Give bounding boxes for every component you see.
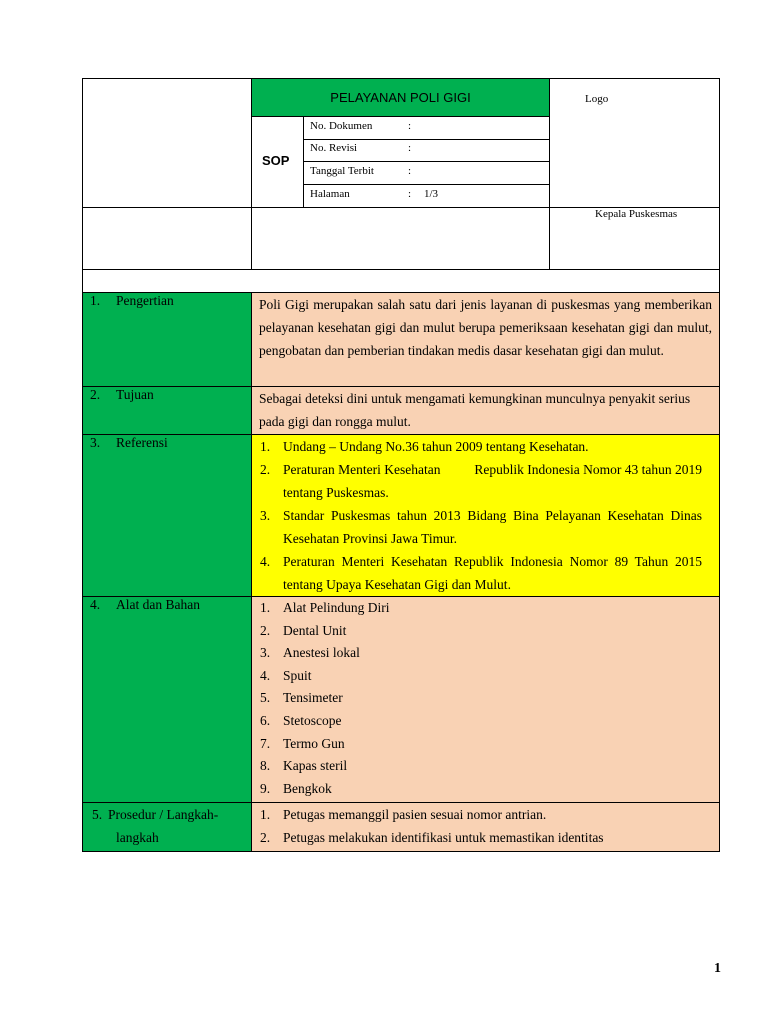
signature-left-blank: [82, 207, 252, 270]
list-item: 2. Petugas melakukan identifikasi untuk memastikan identitas: [260, 830, 604, 845]
list-item-text: Petugas memanggil pasien sesuai nomor antrian.: [283, 807, 547, 822]
doc-field-label: Halaman: [310, 188, 350, 200]
document-title: PELAYANAN POLI GIGI: [330, 90, 471, 105]
doc-field-sep: :: [408, 142, 412, 154]
section-title: Pengertian: [116, 293, 174, 308]
list-item-text: Peraturan Menteri Kesehatan Republik Indonesia Nomor 89 Tahun 2015 tentang Upaya Kesehatan Gigi dan Mulut.: [283, 554, 702, 592]
list-item: 7. Termo Gun: [260, 735, 345, 751]
signature-label: Kepala Puskesmas: [595, 208, 678, 220]
list-item-text: Petugas melakukan identifikasi untuk memastikan identitas: [283, 830, 604, 845]
logo-cell: [549, 78, 720, 208]
section-number: 4.: [90, 597, 101, 612]
document-title-cell: [251, 78, 550, 117]
section-content-tujuan: [251, 386, 720, 435]
doc-field-sep: :: [408, 120, 412, 132]
sop-label: SOP: [262, 153, 290, 168]
section-title: Tujuan: [116, 387, 154, 402]
alat-bahan-list: [252, 597, 719, 800]
list-item: 9. Bengkok: [260, 780, 332, 796]
doc-field-sep: :: [408, 188, 412, 200]
doc-field-tanggal: [303, 161, 550, 185]
logo-label: Logo: [585, 93, 609, 105]
list-item-text: Dental Unit: [283, 622, 347, 638]
referensi-list: [252, 435, 706, 596]
list-item: 2. Peraturan Menteri Kesehatan Republik Indonesia Nomor 43 tahun 2019 tentang Puskesmas.: [260, 462, 706, 500]
section-label-alat-bahan: [82, 596, 252, 803]
section-title-line1: Prosedur / Langkah-: [108, 807, 219, 822]
section-content-pengertian: [251, 292, 720, 387]
list-item: 3. Anestesi lokal: [260, 645, 360, 661]
section-label-prosedur: [82, 802, 252, 852]
list-item: 3. Standar Puskesmas tahun 2013 Bidang Bina Pelayanan Kesehatan Dinas Kesehatan Provinsi Jawa Timur.: [260, 508, 702, 546]
section-content-referensi: [251, 434, 720, 597]
section-label-tujuan: [82, 386, 252, 435]
header-left-blank: [82, 78, 252, 208]
signature-middle-blank: [251, 207, 550, 270]
list-item-text: Spuit: [283, 667, 312, 683]
list-item-text: Alat Pelindung Diri: [283, 600, 390, 615]
list-item-text: Kapas steril: [283, 758, 348, 774]
section-content-alat-bahan: [251, 596, 720, 803]
pengertian-text: Poli Gigi merupakan salah satu dari jenis layanan di puskesmas yang memberikan pelayanan kesehatan gigi dan mulut berupa pemeriksaan kesehatan gigi dan mulut, pengobatan dan pemberian tindakan medis dasar kesehatan gigi dan mulut.: [259, 297, 712, 358]
list-item: 8. Kapas steril: [260, 758, 348, 774]
list-item: 1. Undang – Undang No.36 tahun 2009 tentang Kesehatan.: [260, 439, 589, 454]
doc-field-label: No. Dokumen: [310, 120, 373, 132]
list-item-text: Peraturan Menteri Kesehatan Republik Indonesia Nomor 43 tahun 2019 tentang Puskesmas.: [283, 462, 706, 500]
sop-cell: [251, 116, 304, 208]
doc-field-value: 1/3: [424, 188, 439, 200]
spacer-row: [82, 269, 720, 293]
section-title: Alat dan Bahan: [116, 597, 200, 612]
list-item: 6. Stetoscope: [260, 712, 342, 728]
list-item-text: Tensimeter: [283, 690, 343, 706]
list-item: 1. Petugas memanggil pasien sesuai nomor antrian.: [260, 807, 547, 822]
list-item: 4. Peraturan Menteri Kesehatan Republik Indonesia Nomor 89 Tahun 2015 tentang Upaya Kesehatan Gigi dan Mulut.: [260, 554, 702, 592]
doc-field-label: No. Revisi: [310, 142, 358, 154]
doc-field-halaman: [303, 184, 550, 208]
prosedur-list: [252, 803, 719, 849]
section-label-referensi: [82, 434, 252, 597]
section-title: Referensi: [116, 435, 168, 450]
list-item-text: Undang – Undang No.36 tahun 2009 tentang Kesehatan.: [283, 439, 589, 454]
tujuan-text: Sebagai deteksi dini untuk mengamati kemungkinan munculnya penyakit serius pada gigi dan rongga mulut.: [259, 391, 691, 429]
section-number: 5.: [92, 807, 103, 822]
doc-field-label: Tanggal Terbit: [310, 165, 374, 177]
page-number: 1: [714, 961, 721, 976]
list-item: 1. Alat Pelindung Diri: [260, 600, 390, 615]
list-item-text: Bengkok: [283, 780, 332, 796]
doc-field-sep: :: [408, 165, 412, 177]
doc-field-dokumen: [303, 116, 550, 140]
signature-cell: [549, 207, 720, 270]
list-item-text: Standar Puskesmas tahun 2013 Bidang Bina Pelayanan Kesehatan Dinas Kesehatan Provinsi Jawa Timur.: [283, 508, 702, 546]
list-item: 4. Spuit: [260, 667, 312, 683]
section-title-line2: langkah: [116, 830, 159, 845]
list-item: 2. Dental Unit: [260, 622, 347, 638]
section-number: 3.: [90, 435, 101, 450]
list-item: 5. Tensimeter: [260, 690, 343, 706]
doc-field-revisi: [303, 139, 550, 162]
section-number: 1.: [90, 293, 101, 308]
section-number: 2.: [90, 387, 101, 402]
list-item-text: Stetoscope: [283, 712, 342, 728]
list-item-text: Termo Gun: [283, 735, 345, 751]
section-content-prosedur: [251, 802, 720, 852]
section-label-pengertian: [82, 292, 252, 387]
list-item-text: Anestesi lokal: [283, 645, 360, 661]
